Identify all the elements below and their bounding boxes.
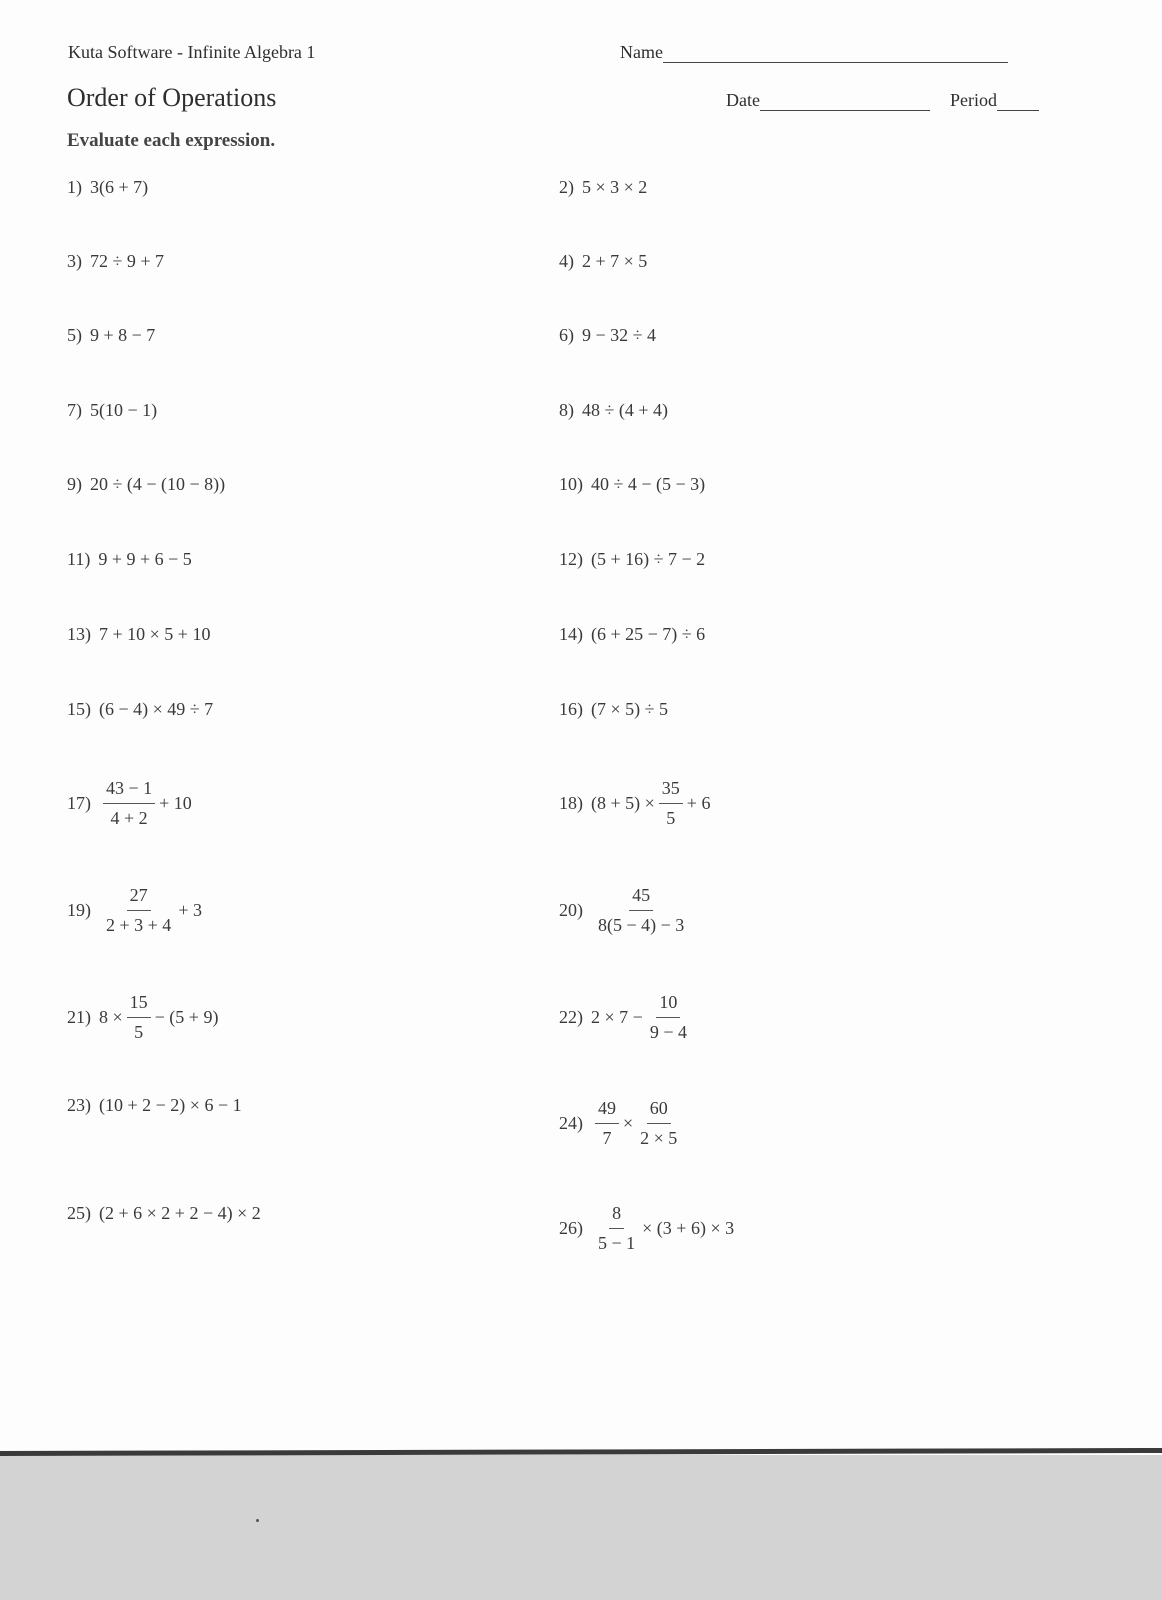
problem-15: 15) (6 − 4) × 49 ÷ 7 (67, 699, 214, 719)
problem-23: 23) (10 + 2 − 2) × 6 − 1 (67, 1095, 242, 1115)
problem-4: 4) 2 + 7 × 5 (559, 251, 648, 271)
problem-6: 6) 9 − 32 ÷ 4 (559, 325, 657, 345)
period-line (997, 92, 1039, 111)
problem-20: 20) $\frac{45}{8(5 - 4) - 3}$ (559, 885, 691, 936)
problem-14: 14) (6 + 25 − 7) ÷ 6 (559, 624, 706, 644)
problem-1: 1) 3(6 + 7) (67, 177, 149, 197)
problem-11: 11) 9 + 9 + 6 − 5 (67, 549, 192, 569)
fraction: $\frac{60}{2 \times 5}$ (640, 1098, 678, 1148)
name-label: Name (620, 42, 663, 62)
scanner-background (0, 1455, 1162, 1600)
problem-8: 8) 48 ÷ (4 + 4) (559, 400, 669, 420)
problem-22: 22) 2 × 7 − $\frac{10}{9 - 4}$ (559, 992, 694, 1043)
problem-19: 19) $\frac{27}{2 + 3 + 4}$ + 3 (67, 885, 202, 935)
fraction: $\frac{8}{5 - 1}$ (598, 1203, 636, 1253)
problem-13: 13) 7 + 10 × 5 + 10 (67, 624, 211, 644)
fraction: $\frac{27}{2 + 3 + 4}$ (106, 885, 172, 935)
problem-16: 16) (7 × 5) ÷ 5 (559, 699, 669, 719)
publisher: Kuta Software - Infinite Algebra 1 (68, 42, 316, 62)
problem-7: 7) 5(10 − 1) (67, 400, 158, 420)
name-field[interactable] (620, 42, 1008, 63)
fraction: $\frac{49}{7}$ (595, 1098, 619, 1149)
problem-21: 21) 8 × $\frac{15}{5}$ − (5 + 9) (67, 992, 219, 1042)
problem-24: 24) $\frac{49}{7}$ × $\frac{60}{2 \times 5}$ (559, 1098, 684, 1149)
fraction: $\frac{15}{5}$ (127, 992, 151, 1043)
period-field[interactable] (950, 90, 1039, 111)
scan-speck (256, 1519, 259, 1522)
name-line (663, 44, 1008, 63)
fraction: $\frac{43 - 1}{4 + 2}$ (103, 778, 155, 829)
problem-17: 17) $\frac{43 - 1}{4 + 2}$ + 10 (67, 778, 192, 828)
date-field[interactable] (726, 90, 930, 111)
fraction: $\frac{10}{9 - 4}$ (649, 992, 687, 1042)
fraction: $\frac{45}{8(5 - 4) - 3}$ (598, 885, 685, 935)
period-label: Period (950, 90, 997, 110)
date-label: Date (726, 90, 760, 110)
problem-2: 2) 5 × 3 × 2 (559, 177, 648, 197)
problem-10: 10) 40 ÷ 4 − (5 − 3) (559, 474, 706, 494)
fraction: $\frac{35}{5}$ (659, 778, 683, 829)
problem-12: 12) (5 + 16) ÷ 7 − 2 (559, 549, 706, 569)
instructions: Evaluate each expression. (67, 130, 276, 151)
problem-26: 26) $\frac{8}{5 - 1}$ × (3 + 6) × 3 (559, 1203, 735, 1253)
problem-5: 5) 9 + 8 − 7 (67, 325, 156, 345)
problem-9: 9) 20 ÷ (4 − (10 − 8)) (67, 474, 226, 494)
page-title: Order of Operations (67, 83, 277, 112)
problem-3: 3) 72 ÷ 9 + 7 (67, 251, 165, 271)
problem-25: 25) (2 + 6 × 2 + 2 − 4) × 2 (67, 1203, 261, 1223)
date-line (760, 92, 930, 111)
problem-18: 18) (8 + 5) × $\frac{35}{5}$ + 6 (559, 778, 711, 828)
